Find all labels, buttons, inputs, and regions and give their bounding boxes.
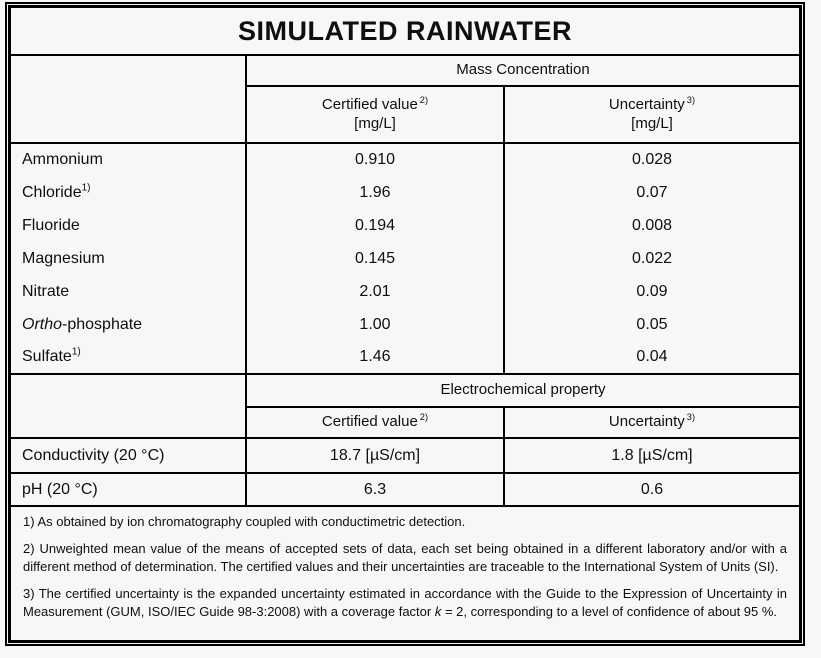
certified-value-cell: 6.3 bbox=[246, 473, 504, 506]
page-title: SIMULATED RAINWATER bbox=[11, 8, 799, 55]
certified-values-table bbox=[11, 8, 799, 640]
analyte-label bbox=[11, 143, 246, 176]
column-header-certified-unit: [mg/L] bbox=[354, 114, 396, 132]
column-header-certified-label: Certified value bbox=[321, 95, 418, 113]
empty-header-cell bbox=[11, 55, 246, 143]
analyte-label bbox=[11, 209, 246, 242]
uncertainty-cell: 0.09 bbox=[504, 275, 799, 308]
certified-value-cell: 0.145 bbox=[246, 242, 504, 275]
column-header-certified-label: Certified value bbox=[321, 413, 418, 431]
analyte-name: Fluoride bbox=[22, 216, 80, 234]
column-header-uncertainty-unit: [mg/L] bbox=[631, 114, 673, 132]
section-header-mass-concentration: Mass Concentration bbox=[246, 55, 799, 86]
footnote-marker-1: 1) bbox=[81, 182, 91, 194]
analyte-name: Nitrate bbox=[22, 282, 70, 300]
certified-value-cell: 1.46 bbox=[246, 341, 504, 374]
property-label: pH (20 °C) bbox=[11, 473, 246, 506]
section-header-electrochemical: Electrochemical property bbox=[246, 374, 799, 407]
column-header-uncertainty-electro bbox=[504, 407, 799, 438]
table-row bbox=[11, 473, 799, 506]
table-row bbox=[11, 176, 799, 209]
table-row bbox=[11, 209, 799, 242]
table-frame bbox=[8, 5, 802, 643]
column-header-uncertainty-mass bbox=[504, 86, 799, 143]
table-row bbox=[11, 275, 799, 308]
uncertainty-cell: 0.04 bbox=[504, 341, 799, 374]
analyte-label bbox=[11, 176, 246, 209]
analyte-label bbox=[11, 275, 246, 308]
analyte-name: Ammonium bbox=[22, 151, 103, 168]
empty-header-cell bbox=[11, 374, 246, 438]
table-row bbox=[11, 438, 799, 473]
certified-value-cell: 2.01 bbox=[246, 275, 504, 308]
table-row bbox=[11, 242, 799, 275]
certified-value-cell: 1.96 bbox=[246, 176, 504, 209]
column-header-uncertainty-label: Uncertainty bbox=[608, 413, 685, 431]
uncertainty-cell: 0.008 bbox=[504, 209, 799, 242]
column-header-certified-value-mass bbox=[246, 86, 504, 143]
footnote-3-text-end: = 2, corresponding to a level of confidence of about 95 %. bbox=[441, 603, 778, 619]
certified-value-cell: 0.910 bbox=[246, 143, 504, 176]
analyte-name: Magnesium bbox=[22, 249, 105, 267]
uncertainty-cell: 0.07 bbox=[504, 176, 799, 209]
property-label: Conductivity (20 °C) bbox=[11, 438, 246, 473]
footnote-1: 1) As obtained by ion chromatography coupled with conductimetric detection. bbox=[23, 514, 466, 529]
uncertainty-cell: 0.028 bbox=[504, 143, 799, 176]
table-row bbox=[11, 308, 799, 341]
footnote-3 bbox=[23, 585, 787, 621]
certified-value-cell: 1.00 bbox=[246, 308, 504, 341]
analyte-name: Sulfate bbox=[22, 348, 72, 365]
footnote-3-k-symbol: k bbox=[434, 603, 442, 619]
analyte-name: Chloride bbox=[22, 183, 82, 201]
footnotes-section bbox=[11, 506, 799, 640]
uncertainty-cell: 0.022 bbox=[504, 242, 799, 275]
analyte-name: -phosphate bbox=[62, 315, 143, 333]
footnote-marker-1: 1) bbox=[71, 346, 81, 358]
uncertainty-cell: 0.6 bbox=[504, 473, 799, 506]
uncertainty-cell: 0.05 bbox=[504, 308, 799, 341]
footnote-marker-2: 2) bbox=[419, 94, 429, 105]
footnote-marker-3: 3) bbox=[686, 412, 696, 423]
certified-value-cell: 18.7 [µS/cm] bbox=[246, 438, 504, 473]
column-header-uncertainty-label: Uncertainty bbox=[608, 95, 685, 113]
analyte-label bbox=[11, 341, 246, 374]
footnote-3-text: 3) The certified uncertainty is the expanded uncertainty estimated in accordance with the Guide to the Expression of Uncertainty in Measurement (GUM, ISO/IEC Guide 98-3:2008) with a coverage factor bbox=[23, 585, 787, 619]
footnote-marker-2: 2) bbox=[419, 412, 429, 423]
footnote-2: 2) Unweighted mean value of the means of accepted sets of data, each set being obtained in a different laboratory and/or with a different method of determination. The certified values and their uncertainties are traceable to the International System of Units (SI). bbox=[23, 540, 787, 574]
analyte-label bbox=[11, 242, 246, 275]
analyte-name-italic: Ortho bbox=[22, 315, 63, 333]
footnote-marker-3: 3) bbox=[686, 94, 696, 105]
analyte-label bbox=[11, 308, 246, 341]
column-header-certified-value-electro bbox=[246, 407, 504, 438]
certified-value-cell: 0.194 bbox=[246, 209, 504, 242]
table-row bbox=[11, 143, 799, 176]
table-row bbox=[11, 341, 799, 374]
uncertainty-cell: 1.8 [µS/cm] bbox=[504, 438, 799, 473]
